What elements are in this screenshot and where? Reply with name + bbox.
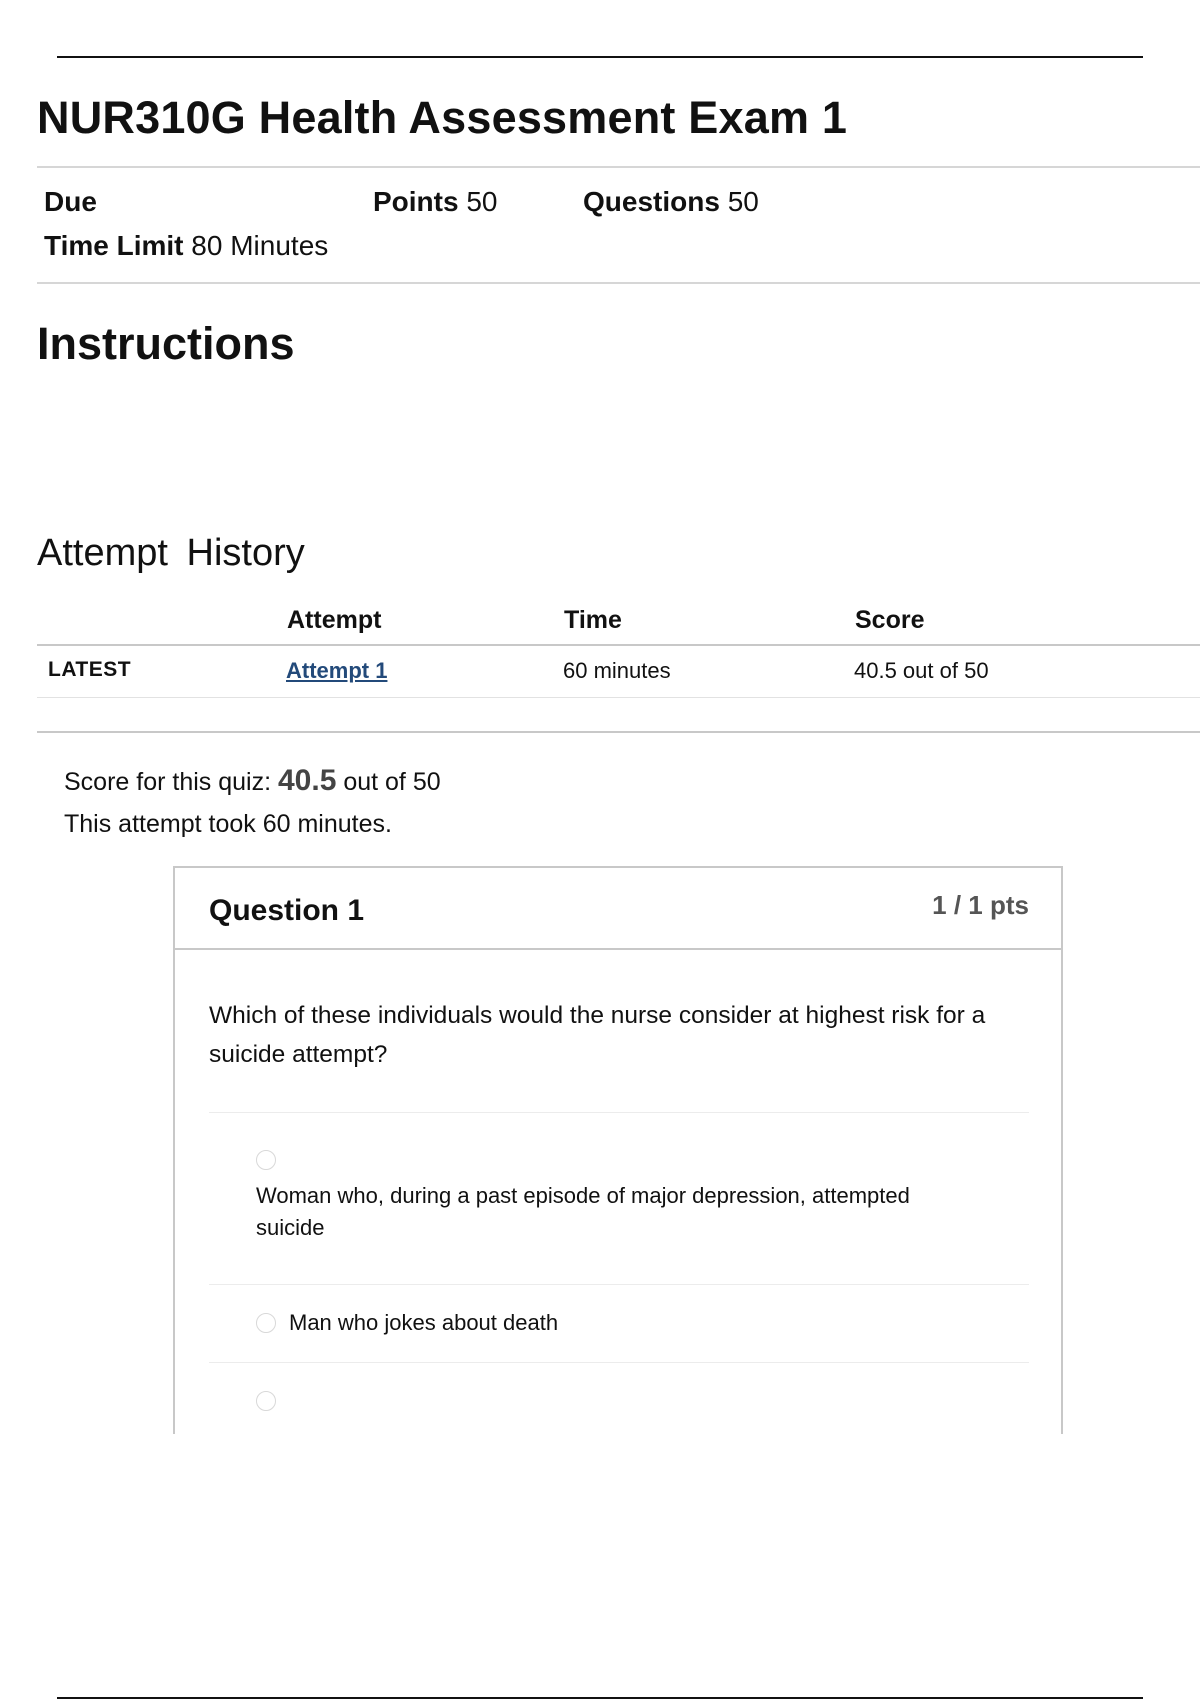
time-limit-label: Time Limit [44, 230, 184, 261]
time-limit-info [44, 230, 328, 262]
quiz-score [64, 764, 441, 798]
column-header-time: Time [564, 606, 622, 634]
latest-badge: LATEST [48, 658, 132, 681]
attempt-time: 60 minutes [563, 658, 671, 683]
points-info [373, 186, 498, 218]
column-header-score: Score [855, 606, 925, 634]
question-header [175, 868, 1061, 950]
due-label: Due [44, 186, 97, 217]
answer-2-radio[interactable] [256, 1313, 276, 1333]
questions-info [583, 186, 759, 218]
points-value: 50 [466, 186, 498, 217]
answer-separator [209, 1362, 1029, 1363]
score-value: 40.5 [277, 764, 337, 797]
question-title: Question 1 [209, 894, 365, 927]
table-header-rule [37, 644, 1200, 646]
divider [37, 166, 1200, 168]
attempt-history-title: Attempt History [37, 532, 305, 574]
answer-1-label[interactable]: Woman who, during a past episode of major depression, attempted suicide [256, 1183, 910, 1240]
answer-1-radio[interactable] [256, 1150, 276, 1170]
divider [37, 731, 1200, 733]
question-card [173, 866, 1063, 1434]
points-label: Points [373, 186, 459, 217]
answer-separator [209, 1284, 1029, 1285]
instructions-heading: Instructions [37, 318, 295, 369]
attempt-duration: This attempt took 60 minutes. [64, 810, 392, 838]
questions-value: 50 [727, 186, 759, 217]
column-header-attempt: Attempt [287, 606, 382, 634]
answer-3-radio[interactable] [256, 1391, 276, 1411]
question-points: 1 / 1 pts [932, 890, 1029, 920]
bottom-rule [57, 1697, 1143, 1699]
time-limit-value: 80 Minutes [191, 230, 329, 261]
attempt-score: 40.5 out of 50 [854, 658, 989, 683]
questions-label: Questions [583, 186, 720, 217]
top-rule [57, 56, 1143, 58]
score-prefix: Score for this quiz: [64, 768, 272, 796]
page-title: NUR310G Health Assessment Exam 1 [37, 92, 848, 143]
answer-separator [209, 1112, 1029, 1113]
answer-2-label[interactable]: Man who jokes about death [289, 1310, 559, 1335]
attempt-1-link[interactable]: Attempt 1 [286, 658, 388, 683]
table-row-rule [37, 697, 1200, 698]
divider [37, 282, 1200, 284]
score-suffix: out of 50 [343, 768, 441, 796]
question-text: Which of these individuals would the nurse consider at highest risk for a suicide attempt? [209, 1002, 986, 1068]
